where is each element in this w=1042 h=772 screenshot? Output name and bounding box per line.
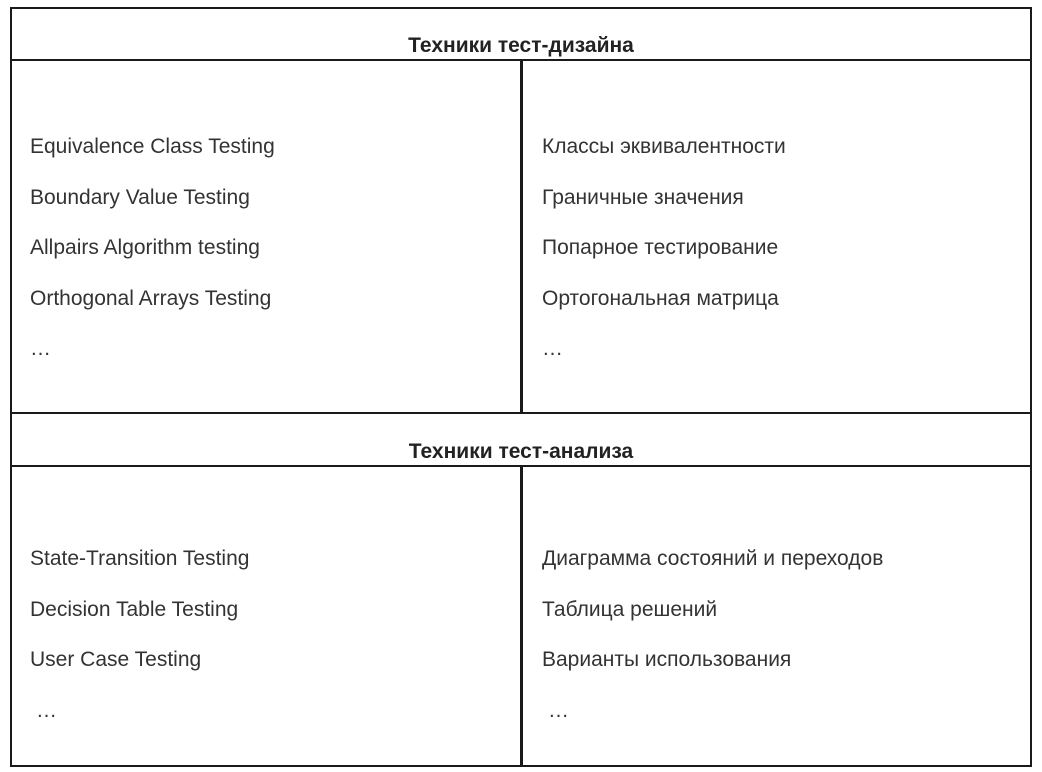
- list-item: Boundary Value Testing: [30, 185, 250, 209]
- list-item: Allpairs Algorithm testing: [30, 236, 260, 259]
- list-item-ellipsis: …: [548, 698, 569, 722]
- section-title: Техники тест-анализа: [408, 440, 634, 463]
- list-item: Orthogonal Arrays Testing: [30, 286, 272, 310]
- list-item: Ортогональная матрица: [542, 286, 779, 310]
- list-item: Диаграмма состояний и переходов: [542, 547, 884, 570]
- section-header-design: [12, 9, 1030, 61]
- list-item: Decision Table Testing: [30, 597, 239, 621]
- analysis-english-cell: [12, 467, 523, 767]
- list-item-ellipsis: …: [30, 337, 51, 360]
- design-russian-list: [542, 134, 786, 387]
- list-item-ellipsis: …: [36, 698, 57, 722]
- design-english-cell: [12, 61, 523, 412]
- design-russian-cell: [523, 61, 1032, 412]
- techniques-table: [10, 7, 1032, 767]
- design-english-list: [30, 134, 275, 387]
- analysis-russian-cell: [523, 467, 1032, 767]
- list-item: Попарное тестирование: [542, 236, 779, 259]
- analysis-english-list: [30, 546, 249, 748]
- list-item: Таблица решений: [542, 597, 718, 621]
- list-item: Граничные значения: [542, 185, 744, 209]
- list-item: Классы эквивалентности: [542, 135, 786, 158]
- list-item-ellipsis: …: [542, 337, 563, 360]
- section-header-analysis: [12, 412, 1030, 467]
- list-item: Equivalence Class Testing: [30, 135, 275, 158]
- analysis-russian-list: [542, 546, 883, 748]
- list-item: User Case Testing: [30, 648, 202, 671]
- section-title: Техники тест-дизайна: [408, 34, 634, 57]
- list-item: Варианты использования: [542, 648, 792, 671]
- list-item: State-Transition Testing: [30, 547, 250, 570]
